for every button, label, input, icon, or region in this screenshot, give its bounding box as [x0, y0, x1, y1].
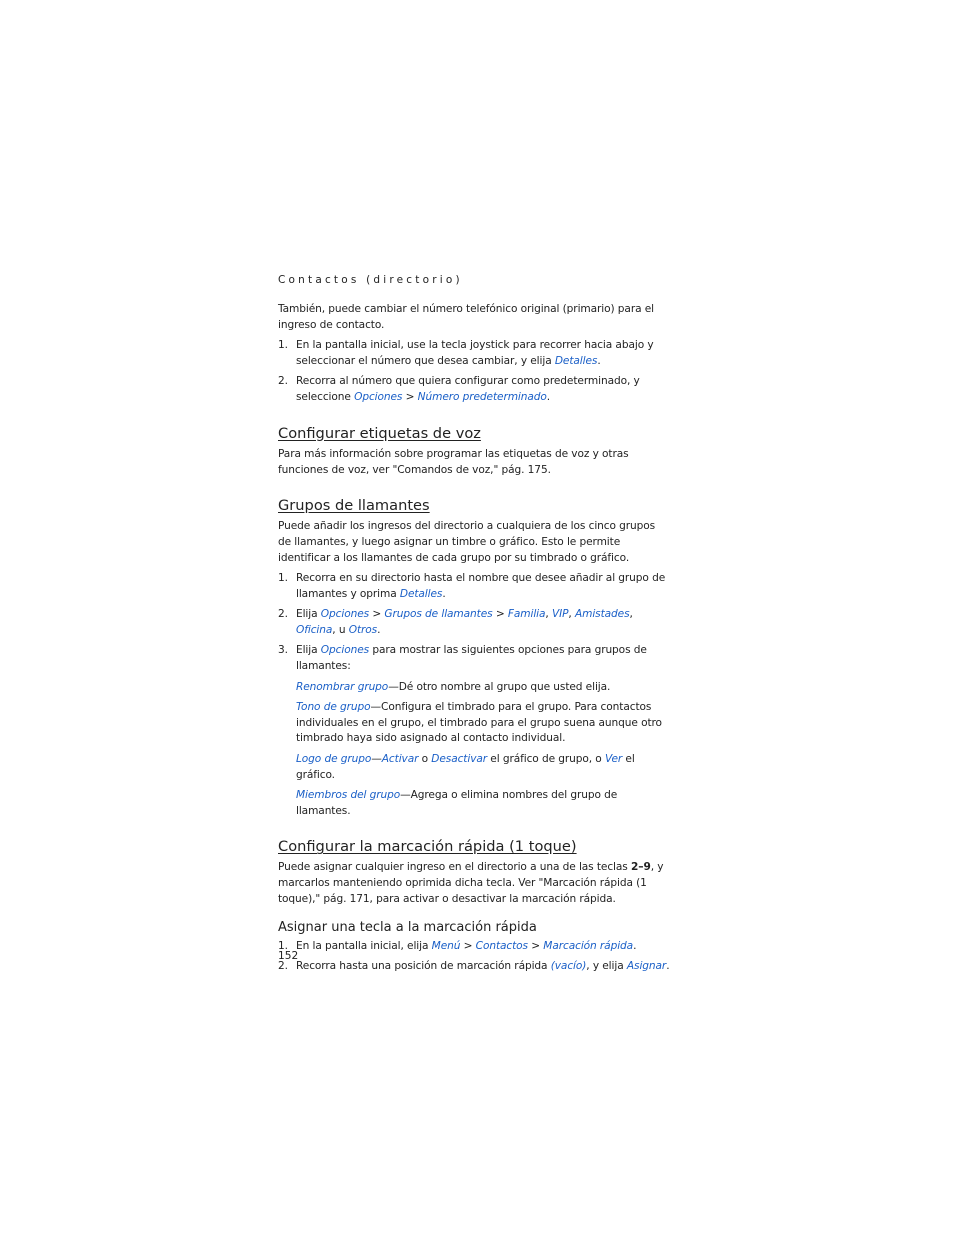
step-text: Recorra al número que quiera configurar como predeterminado, y seleccione — [296, 375, 640, 403]
intro-step-1 — [278, 338, 670, 370]
menu-item-oficina: Oficina — [296, 624, 333, 637]
step-number: 3. — [278, 644, 288, 657]
list-comma: , — [629, 608, 633, 621]
step-text: Recorra en su directorio hasta el nombre que desee añadir al grupo de llamantes y oprima — [296, 572, 666, 601]
step-number: 1. — [278, 939, 288, 952]
menu-item-miembros-del-grupo: Miembros del grupo — [296, 788, 401, 801]
section-title-groups: Grupos de llamantes — [278, 497, 430, 515]
groups-steps — [278, 571, 670, 675]
menu-item-logo-de-grupo: Logo de grupo — [296, 752, 372, 765]
step-text-end: para mostrar las siguientes opciones para grupos de llamantes: — [296, 644, 647, 673]
menu-separator: > — [369, 608, 385, 621]
menu-item-opciones: Opciones — [354, 390, 403, 403]
menu-separator: > — [527, 939, 544, 952]
step-text-end: . — [633, 939, 637, 952]
menu-item-opciones: Opciones — [320, 608, 370, 621]
list-comma: , — [545, 608, 552, 621]
groups-step-2 — [278, 607, 670, 639]
option-dash: — — [371, 752, 382, 765]
step-number: 1. — [278, 572, 288, 585]
groups-paragraph: Puede añadir los ingresos del directorio a cualquiera de los cinco grupos de llamantes, y luego asignar un timbre o gráfico. Esto le permite identificar a los llamantes de cada grupo por su timbrado o gráfico. — [278, 520, 656, 564]
paragraph-text: , y marcarlos manteniendo oprimida dicha tecla. Ver "Marcación rápida (1 toque)," pág. 171, para activar o desactivar la marcación rápida. — [278, 861, 664, 906]
intro-steps — [278, 338, 670, 406]
menu-item-contactos: Contactos — [475, 939, 528, 952]
option-description: —Dé otro nombre al grupo que usted elija. — [388, 680, 611, 693]
running-head: Contactos (directorio) — [278, 274, 463, 286]
step-text: Recorra hasta una posición de marcación rápida — [296, 960, 551, 973]
section-title-speed-dial: Configurar la marcación rápida (1 toque) — [278, 838, 577, 856]
menu-separator: > — [492, 608, 508, 621]
page-number: 152 — [278, 950, 299, 962]
step-text: Elija — [296, 644, 321, 657]
intro-step-2 — [278, 374, 670, 406]
keys-range: 2–9 — [630, 861, 651, 874]
menu-item-grupos-de-llamantes: Grupos de llamantes — [384, 608, 493, 621]
option-text: o — [418, 752, 432, 765]
step-number: 1. — [278, 339, 288, 352]
option-description: —Agrega o elimina nombres del grupo de llamantes. — [296, 788, 618, 817]
step-number: 2. — [278, 960, 288, 973]
menu-item-numero-predeterminado: Número predeterminado — [417, 390, 547, 403]
step-number: 2. — [278, 375, 288, 388]
section-title-voice: Configurar etiquetas de voz — [278, 424, 481, 442]
menu-item-marcacion-rapida: Marcación rápida — [543, 939, 634, 952]
option-group-logo — [278, 752, 670, 784]
step-text-end: . — [377, 624, 381, 637]
step-text: Elija — [296, 608, 321, 621]
groups-step-1 — [278, 571, 670, 603]
groups-step-3 — [278, 643, 670, 675]
menu-item-opciones: Opciones — [320, 644, 370, 657]
option-rename-group — [278, 680, 670, 696]
step-text: , y elija — [586, 960, 627, 973]
step-text-end: . — [666, 960, 670, 973]
option-text: el gráfico. — [296, 752, 635, 781]
step-text: En la pantalla inicial, elija — [296, 939, 432, 952]
menu-item-menu: Menú — [431, 939, 461, 952]
speed-dial-paragraph — [278, 860, 670, 907]
menu-item-detalles: Detalles — [554, 354, 598, 367]
option-text: el gráfico de grupo, o — [487, 752, 605, 765]
option-group-members — [278, 788, 670, 820]
menu-item-ver: Ver — [604, 752, 623, 765]
subsection-title-assign-key: Asignar una tecla a la marcación rápida — [278, 919, 537, 935]
menu-item-detalles: Detalles — [399, 588, 443, 601]
menu-item-activar: Activar — [381, 752, 419, 765]
menu-separator: > — [402, 390, 418, 403]
menu-item-amistades: Amistades — [574, 608, 630, 621]
menu-item-vip: VIP — [551, 608, 569, 621]
list-comma: , — [568, 608, 575, 621]
option-group-tone — [278, 700, 670, 747]
menu-item-vacio: (vacío) — [550, 960, 587, 973]
speed-step-1 — [278, 939, 670, 955]
speed-step-2 — [278, 959, 670, 975]
intro-paragraph: También, puede cambiar el número telefónico original (primario) para el ingreso de contacto. — [278, 303, 654, 331]
step-text-end: . — [442, 588, 446, 601]
menu-item-otros: Otros — [348, 624, 378, 637]
menu-item-asignar: Asignar — [626, 960, 667, 973]
menu-item-renombrar-grupo: Renombrar grupo — [296, 680, 389, 693]
step-number: 2. — [278, 608, 288, 621]
page-content — [278, 272, 670, 979]
option-description: —Configura el timbrado para el grupo. Para contactos individuales en el grupo, el timbrado para el grupo suena aunque otro timbrado haya sido asignado al contacto individual. — [296, 700, 662, 745]
step-text-end: . — [546, 390, 551, 403]
menu-item-familia: Familia — [507, 608, 546, 621]
paragraph-text: Puede asignar cualquier ingreso en el directorio a una de las teclas — [278, 861, 631, 874]
step-text: En la pantalla inicial, use la tecla joystick para recorrer hacia abajo y seleccionar el número que desea cambiar, y elija — [296, 339, 654, 367]
voice-paragraph: Para más información sobre programar las etiquetas de voz y otras funciones de voz, ver "Comandos de voz," pág. 175. — [278, 447, 629, 476]
menu-item-desactivar: Desactivar — [431, 752, 488, 765]
speed-dial-steps — [278, 939, 670, 975]
step-text-end: . — [597, 354, 601, 367]
list-conjunction: , u — [332, 624, 349, 637]
menu-item-tono-de-grupo: Tono de grupo — [296, 700, 371, 713]
menu-separator: > — [460, 939, 476, 952]
